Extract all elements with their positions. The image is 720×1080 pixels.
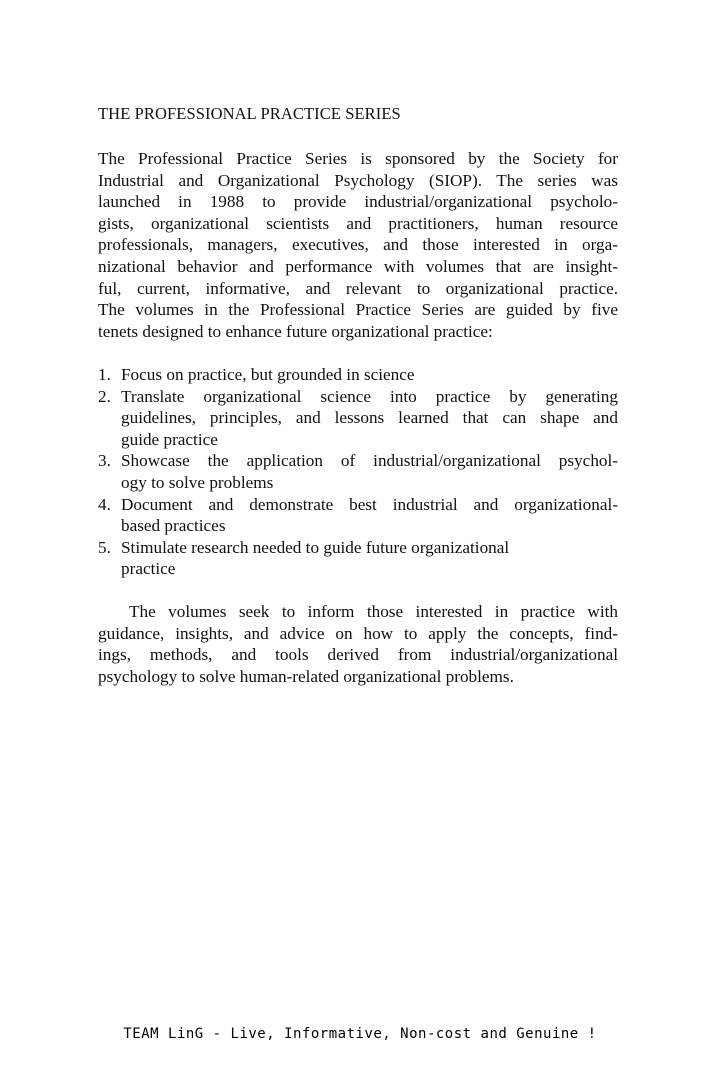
text-line: ogy to solve problems bbox=[121, 472, 274, 492]
text-line: Showcase the application of industrial/organizational psychol- bbox=[121, 451, 618, 471]
text-line: Stimulate research needed to guide future organizational bbox=[121, 537, 510, 557]
list-number: 5. bbox=[98, 537, 111, 557]
list-item bbox=[98, 537, 618, 580]
list-item bbox=[98, 450, 618, 493]
list-number: 4. bbox=[98, 494, 111, 514]
list-item bbox=[98, 386, 618, 451]
text-line: The volumes seek to inform those interested in practice with bbox=[129, 602, 618, 621]
text-line: The volumes in the Professional Practice Series are guided by five bbox=[98, 300, 618, 320]
list-item bbox=[98, 494, 618, 537]
tenets-list bbox=[98, 364, 618, 580]
text-line: Industrial and Organizational Psychology (SIOP). The series was bbox=[98, 170, 618, 190]
list-number: 3. bbox=[98, 451, 111, 471]
footer-watermark: TEAM LinG - Live, Informative, Non-cost and Genuine ! bbox=[123, 1026, 597, 1042]
text-line: Focus on practice, but grounded in science bbox=[121, 365, 415, 384]
text-line: Translate organizational science into practice by generating bbox=[121, 386, 618, 406]
text-line: ful, current, informative, and relevant to organizational practice. bbox=[98, 278, 618, 298]
text-line: guidance, insights, and advice on how to apply the concepts, find- bbox=[98, 623, 618, 643]
intro-paragraph bbox=[98, 148, 618, 342]
text-line: nizational behavior and performance with volumes that are insight- bbox=[98, 256, 618, 276]
text-line: Document and demonstrate best industrial and organizational- bbox=[121, 494, 618, 514]
text-line: ings, methods, and tools derived from industrial/organizational bbox=[98, 645, 618, 665]
text-line: launched in 1988 to provide industrial/organizational psycholo- bbox=[98, 192, 618, 212]
text-line: gists, organizational scientists and practitioners, human resource bbox=[98, 213, 618, 233]
page-title: THE PROFESSIONAL PRACTICE SERIES bbox=[98, 104, 401, 123]
text-line: psychology to solve human-related organizational problems. bbox=[98, 666, 514, 686]
list-number: 2. bbox=[98, 386, 111, 406]
text-line: tenets designed to enhance future organizational practice: bbox=[98, 321, 493, 341]
text-line: professionals, managers, executives, and those interested in orga- bbox=[98, 235, 618, 255]
text-line: practice bbox=[121, 559, 176, 579]
closing-paragraph bbox=[98, 601, 618, 687]
text-line: guide practice bbox=[121, 429, 218, 449]
text-line: guidelines, principles, and lessons learned that can shape and bbox=[121, 408, 618, 428]
list-item bbox=[98, 364, 618, 386]
text-line: based practices bbox=[121, 516, 226, 536]
list-number: 1. bbox=[98, 365, 111, 384]
text-line: The Professional Practice Series is sponsored by the Society for bbox=[98, 149, 618, 168]
